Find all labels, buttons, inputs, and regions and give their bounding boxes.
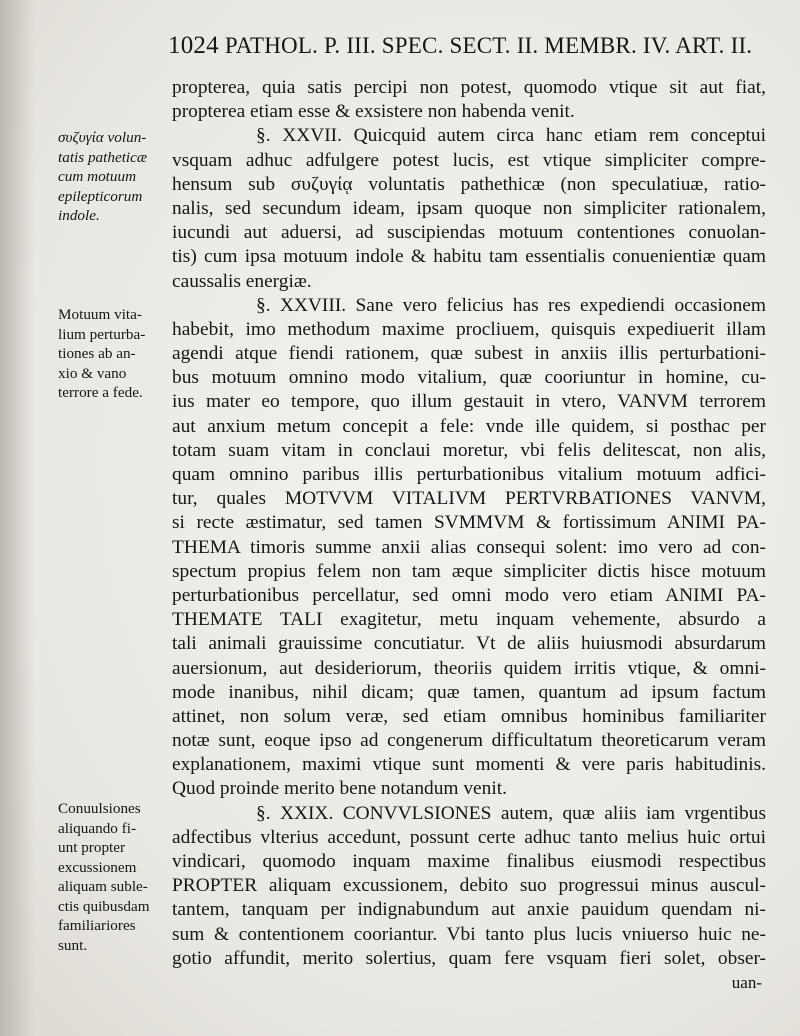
text-line: auersionum, aut desideriorum, theoriis quidem irritis vtique, & omni- (172, 657, 766, 679)
text-line: notæ sunt, eoque ipso ad congenerum difficultatum theoreticarum veram (172, 730, 766, 752)
text-line: propterea, quia satis percipi non potest, quomodo vtique sit aut fiat, (172, 77, 766, 98)
margin-note-perturbations (58, 305, 170, 403)
margin-note-line: sunt. (58, 936, 88, 954)
text-line: PROPTER aliquam excussionem, debito suo progressui minus auscul- (172, 875, 766, 897)
margin-note-line: ctis quibusdam (58, 897, 150, 915)
running-head (168, 32, 753, 60)
margin-note-line: xio & vano (58, 364, 127, 382)
text-line: agendi atque fiendi rationem, quæ subest in anxiis illis perturbationi- (172, 343, 766, 365)
text-line: ius mater eo tempore, quo illum gestauit in vtero, VANVM terrorem (172, 391, 766, 413)
text-line: propterea etiam esse & exsistere non habenda venit. (172, 101, 575, 123)
text-line: gotio affundit, merito solertius, quam fere vsquam fieri solet, obser- (172, 947, 766, 969)
text-line: tis) cum ipsa motuum indole & habitu tam essentialis conuenientiæ quam (172, 246, 766, 268)
text-line: nalis, sed secundum ideam, ipsam quoque non simpliciter rationalem, (172, 197, 766, 219)
text-line: vindicari, quomodo inquam maxime finalibus eiusmodi respectibus (172, 851, 766, 872)
text-line: sum & contentionem cooriantur. Vbi tanto plus lucis vniuerso huic ne- (172, 923, 766, 945)
text-line: mode inanibus, nihil dicam; quæ tamen, quantum ad ipsum factum (172, 681, 766, 703)
margin-note-line: συζυγία volun- (58, 129, 147, 146)
section-heading-xxvii: §. XXVII. Quicquid autem circa hanc etiam rem conceptui (256, 125, 766, 147)
margin-note-convulsions (58, 799, 170, 955)
text-line: tali animali grauissime concutiatur. Vt de aliis huiusmodi absurdarum (172, 633, 766, 655)
text-line: totam suam vitam in conclaui moretur, vbi felis delitescat, non alis, (172, 439, 766, 461)
text-line: hensum sub συζυγίᾳ voluntatis pathethicæ (non speculatiuæ, ratio- (172, 173, 766, 195)
text-line: tantem, tanquam per indignabundum aut anxie pauidum quendam ni- (172, 899, 766, 921)
text-line: Quod proinde merito bene notandum venit. (172, 778, 507, 800)
margin-note-line: tatis patheticæ (58, 148, 148, 166)
margin-note-line: Motuum vita- (58, 306, 142, 323)
margin-note-line: Conuulsiones (58, 800, 141, 817)
margin-note-line: cum motuum (58, 168, 137, 185)
running-title: PATHOL. P. III. SPEC. SECT. II. MEMBR. IV. ART. II. (224, 33, 753, 58)
text-line: adfectibus vlterius accedunt, possunt certe adhuc tanto melius huic ortui (172, 826, 766, 848)
main-text-block (172, 76, 766, 993)
catchword: uan- (731, 972, 762, 992)
text-line: si recte æstimatur, sed tamen SVMMVM & fortissimum ANIMI PA- (172, 512, 766, 534)
text-line: habebit, imo methodum maxime procliuem, quisquis expediuerit illam (172, 318, 766, 340)
margin-note-line: lium perturba- (58, 325, 146, 343)
text-line: attinet, non solum veræ, sed etiam omnibus hominibus familiariter (172, 705, 766, 727)
section-heading-xxix: §. XXIX. CONVVLSIONES autem, quæ aliis iam vrgentibus (256, 802, 766, 824)
section-heading-xxviii: §. XXVIII. Sane vero felicius has res expediendi occasionem (256, 294, 766, 316)
text-line: THEMA timoris summe anxii alias consequi solent: imo vero ad con- (172, 536, 766, 558)
text-line: iucundi aut aduersi, ad suscipiendas motuum contentiones conuolan- (172, 222, 766, 244)
text-line: quam omnino paribus illis perturbationibus vitalium motuum adfici- (172, 464, 766, 485)
text-line: tur, quales MOTVVM VITALIVM PERTVRBATIONES VANVM, (172, 488, 766, 510)
margin-note-line: excussionem (58, 858, 137, 876)
text-line: THEMATE TALI exagitetur, metu inquam vehemente, absurdo a (172, 609, 766, 631)
margin-note-line: terrore a fede. (58, 384, 143, 401)
margin-note-line: unt propter (58, 839, 126, 856)
text-line: bus motuum omnino modo vitalium, quæ cooriuntur in homine, cu- (172, 367, 766, 389)
text-line: perturbationibus percellatur, sed omni modo vero etiam ANIMI PA- (172, 584, 766, 606)
margin-note-syzygy (58, 128, 170, 226)
text-line: vsquam adhuc adfulgere potest lucis, est vtique simpliciter compre- (172, 149, 766, 171)
margin-note-line: aliquando fi- (58, 819, 137, 837)
margin-note-line: aliquam suble- (58, 878, 148, 895)
margin-note-line: tiones ab an- (58, 345, 136, 362)
text-line: spectum propius felem non tam æque simpliciter dictis hisce motuum (172, 560, 766, 582)
text-line: explanationem, maximi vtique sunt momenti & vere paris habitudinis. (172, 754, 766, 776)
text-line: caussalis energiæ. (172, 270, 312, 292)
page-number: 1024 (168, 32, 219, 59)
margin-note-line: indole. (58, 207, 100, 224)
text-line: aut anxium metum concepit a fele: vnde ille quidem, si posthac per (172, 415, 766, 437)
margin-note-line: epilepticorum (58, 187, 143, 205)
margin-note-line: familiariores (58, 917, 136, 934)
